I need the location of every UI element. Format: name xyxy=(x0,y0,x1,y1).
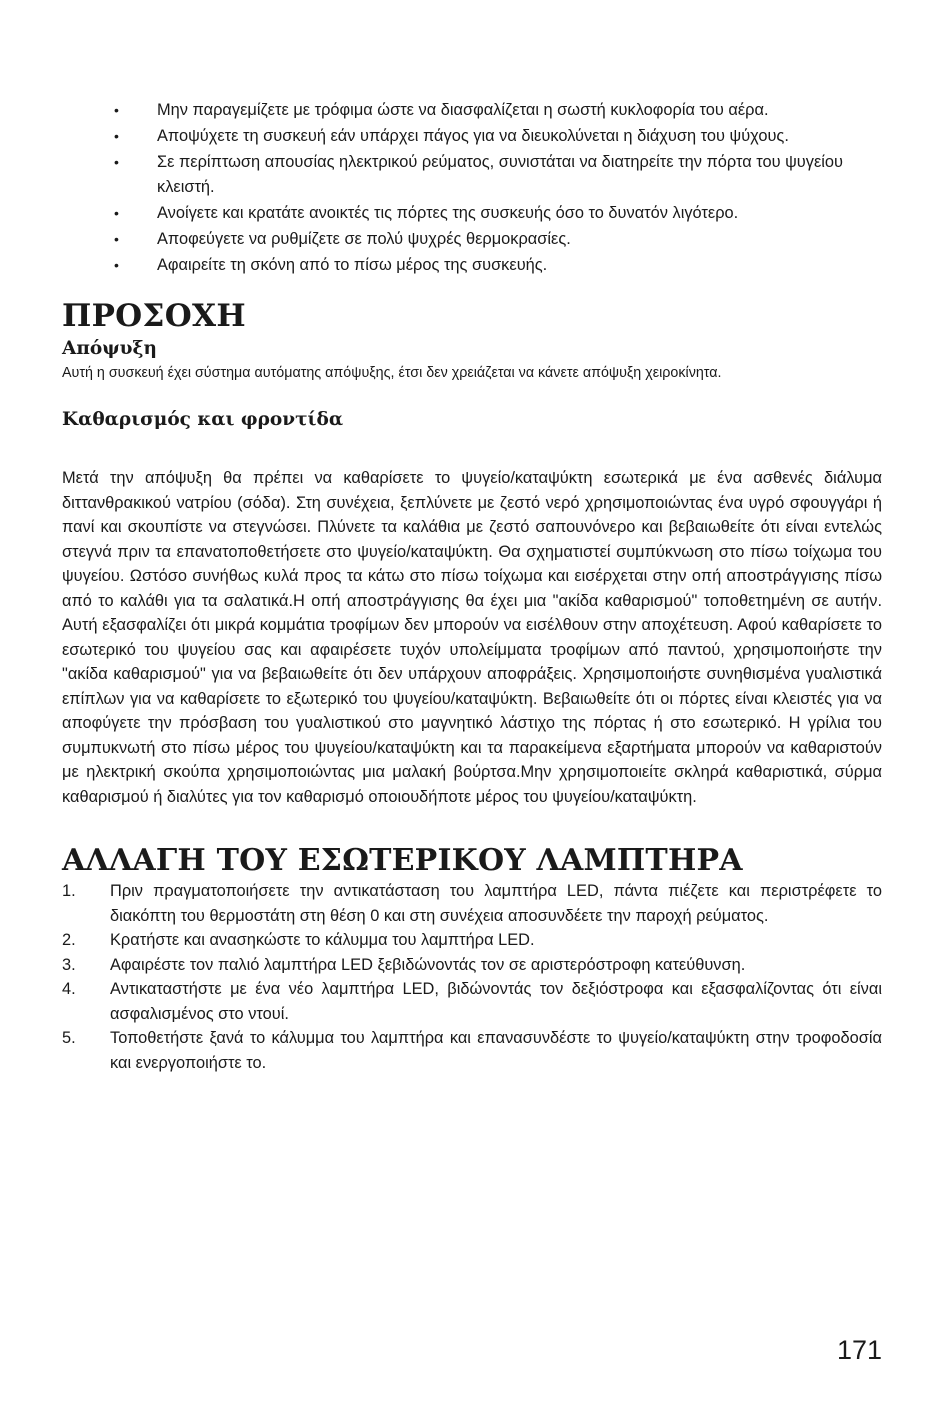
step-number: 2. xyxy=(62,931,76,949)
cleaning-heading: Καθαρισμός και φροντίδα xyxy=(62,409,344,430)
list-item xyxy=(62,879,882,928)
bullet-icon: • xyxy=(114,128,119,144)
step-text: Αφαιρέστε τον παλιό λαμπτήρα LED ξεβιδώνοντάς τον σε αριστερόστροφη κατεύθυνση. xyxy=(110,955,746,974)
step-text: Αντικαταστήστε με ένα νέο λαμπτήρα LED, βιδώνοντάς τον δεξιόστροφα και εξασφαλίζοντας ότι είναι ασφαλισμένος στο ντουί. xyxy=(110,980,882,1023)
step-text: Πριν πραγματοποιήσετε την αντικατάσταση του λαμπτήρα LED, πάντα πιέζετε και περιστρέφετε το διακόπτη του θερμοστάτη στη θέση 0 και στη συνέχεια αποσυνδέετε την παροχή ρεύματος. xyxy=(110,882,882,925)
caution-heading: ΠΡΟΣΟΧΗ xyxy=(62,298,246,334)
list-item xyxy=(62,928,882,953)
list-item xyxy=(62,201,882,226)
list-item xyxy=(62,253,882,278)
bullet-text: Αποψύχετε τη συσκευή εάν υπάρχει πάγος για να διευκολύνεται η διάχυση του ψύχους. xyxy=(157,127,789,145)
lamp-steps-list xyxy=(62,879,882,1075)
bullet-icon: • xyxy=(114,205,119,221)
defrost-text: Αυτή η συσκευή έχει σύστημα αυτόματης απόψυξης, έτσι δεν χρειάζεται να κάνετε απόψυξη χειροκίνητα. xyxy=(62,365,722,381)
list-item xyxy=(62,124,882,149)
bullet-icon: • xyxy=(114,154,119,170)
list-item xyxy=(62,1026,882,1075)
list-item xyxy=(62,977,882,1026)
bullet-text: Μην παραγεμίζετε με τρόφιμα ώστε να διασφαλίζεται η σωστή κυκλοφορία του αέρα. xyxy=(157,101,769,119)
bullet-icon: • xyxy=(114,231,119,247)
lamp-heading: ΑΛΛΑΓΗ ΤΟΥ ΕΣΩΤΕΡΙΚΟΥ ΛΑΜΠΤΗΡΑ xyxy=(62,843,743,878)
page-number: 171 xyxy=(836,1335,882,1365)
bullet-icon: • xyxy=(114,257,119,273)
bullet-text: Ανοίγετε και κρατάτε ανοικτές τις πόρτες της συσκευής όσο το δυνατόν λιγότερο. xyxy=(157,204,739,222)
list-item xyxy=(62,953,882,978)
bullet-text: Σε περίπτωση απουσίας ηλεκτρικού ρεύματος, συνιστάται να διατηρείτε την πόρτα του ψυγείου κλειστή. xyxy=(157,153,843,196)
list-item xyxy=(62,98,882,123)
step-text: Τοποθετήστε ξανά το κάλυμμα του λαμπτήρα και επανασυνδέστε το ψυγείο/καταψύκτη στην τροφοδοσία και ενεργοποιήστε το. xyxy=(110,1029,882,1072)
bullet-text: Αποφεύγετε να ρυθμίζετε σε πολύ ψυχρές θερμοκρασίες. xyxy=(157,230,571,248)
step-number: 1. xyxy=(62,882,76,900)
manual-page xyxy=(62,98,882,1075)
step-number: 3. xyxy=(62,955,76,974)
list-item xyxy=(62,227,882,252)
step-number: 4. xyxy=(62,980,76,998)
step-text: Κρατήστε και ανασηκώστε το κάλυμμα του λαμπτήρα LED. xyxy=(110,931,535,949)
bullet-icon: • xyxy=(114,102,119,118)
bullet-text: Αφαιρείτε τη σκόνη από το πίσω μέρος της συσκευής. xyxy=(157,256,548,274)
tips-list xyxy=(62,98,882,278)
cleaning-text: Μετά την απόψυξη θα πρέπει να καθαρίσετε το ψυγείο/καταψύκτη εσωτερικά με ένα ασθενές διάλυμα διττανθρακικού νατρίου (σόδα). Στη συνέχεια, ξεπλύνετε με ζεστό νερό χρησιμοποιώντας ένα υγρό σφουγγάρι ή πανί και σκουπίστε να στεγνώσει. Πλύνετε τα καλάθια με ζεστό σαπουνόνερο και βεβαιωθείτε ότι είναι εντελώς στεγνά πριν τα επανατοποθετήσετε στο ψυγείο/καταψύκτη. Θα σχηματιστεί συμπύκνωση στο πίσω τοίχωμα του ψυγείου. Ωστόσο συνήθως κυλά προς τα κάτω στο πίσω τοίχωμα και εισέρχεται στην οπή αποστράγγισης πίσω από το καλάθι για τα σαλατικά.Η οπή αποστράγγισης θα έχει μια "ακίδα καθαρισμού" τοποθετημένη σε αυτήν. Αυτή εξασφαλίζει ότι μικρά κομμάτια τροφίμων δεν μπορούν να εισέλθουν στην αποχέτευση. Αφού καθαρίσετε το εσωτερικό του ψυγείου σας και αφαιρέσετε τυχόν υπολείμματα τροφίμων από παντού, χρησιμοποιήστε την "ακίδα καθαρισμού" για να βεβαιωθείτε ότι δεν υπάρχουν αποφράξεις. Χρησιμοποιήστε συνηθισμένα γυαλιστικά επίπλων για να καθαρίσετε το εξωτερικό του ψυγείου/καταψύκτη. Βεβαιωθείτε ότι οι πόρτες είναι κλειστές για να αποφύγετε την πρόσβαση του γυαλιστικού στο μαγνητικό λάστιχο της πόρτας ή στο εσωτερικό. Η γρίλια του συμπυκνωτή στο πίσω μέρος του ψυγείου/καταψύκτη και τα παρακείμενα εξαρτήματα μπορούν να καθαριστούν με ηλεκτρική σκούπα χρησιμοποιώντας μια μαλακή βούρτσα.Μην χρησιμοποιείτε σκληρά καθαριστικά, σύρμα καθαρισμού ή διαλύτες για τον καθαρισμό οποιουδήποτε μέρος του ψυγείου/καταψύκτη. xyxy=(62,469,882,806)
step-number: 5. xyxy=(62,1029,76,1047)
list-item xyxy=(62,150,882,200)
defrost-heading: Απόψυξη xyxy=(62,338,157,359)
